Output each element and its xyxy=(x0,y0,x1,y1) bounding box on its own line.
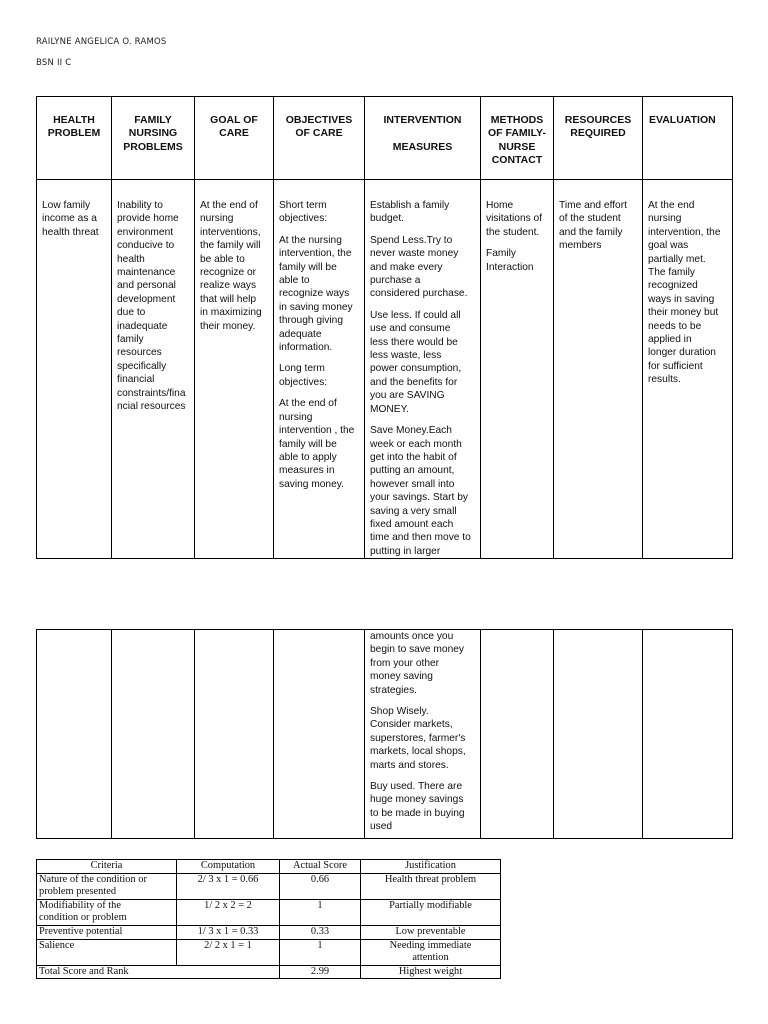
health-problem-text: Low family income as a health threat xyxy=(42,200,99,238)
table-row xyxy=(37,939,501,965)
justification-header: Justification xyxy=(361,860,501,874)
total-row xyxy=(37,965,501,979)
criteria-score: 1 xyxy=(280,939,361,965)
criteria-justification: Needing immediate attention xyxy=(361,939,501,965)
col-health-problem: HEALTH PROBLEM xyxy=(37,97,112,180)
care-plan-header-row xyxy=(37,97,733,180)
methods-family-interaction: Family Interaction xyxy=(486,248,534,273)
table-row xyxy=(37,925,501,939)
col-goal-of-care: GOAL OF CARE xyxy=(195,97,274,180)
criteria-table xyxy=(36,859,501,979)
intervention-continued: amounts once you begin to save money from your other money saving strategies. xyxy=(370,631,465,696)
intervention-save-money: Save Money.Each week or each month get into the habit of putting an amount, however small into your savings. Start by saving a very small fixed amount each time and then move to putting in larger xyxy=(370,425,471,557)
resources-text: Time and effort of the student and the family members xyxy=(559,200,627,252)
criteria-computation: 2/ 3 x 1 = 0.66 xyxy=(177,873,280,899)
methods-home-visitation: Home visitations of the student. xyxy=(486,200,543,238)
intervention-budget: Establish a family budget. xyxy=(370,200,450,225)
table-row xyxy=(37,899,501,925)
criteria-name: Salience xyxy=(37,939,177,965)
criteria-computation: 1/ 2 x 2 = 2 xyxy=(177,899,280,925)
class-section: BSN II C xyxy=(36,58,72,68)
intervention-shop-wisely: Shop Wisely. Consider markets, superstores, farmer's markets, local shops, marts and stores. xyxy=(370,706,466,771)
col-methods-of-contact: METHODS OF FAMILY- NURSE CONTACT xyxy=(481,97,554,180)
table-row xyxy=(37,873,501,899)
criteria-header: Criteria xyxy=(37,860,177,874)
evaluation-text: At the end nursing intervention, the goal was partially met. The family recognized ways in saving their money but needs to be applied in longer duration for sufficient results. xyxy=(648,200,721,386)
computation-header: Computation xyxy=(177,860,280,874)
objectives-long-text: At the end of nursing intervention , the family will be able to apply measures in saving money. xyxy=(279,398,355,490)
criteria-score: 1 xyxy=(280,899,361,925)
col-evaluation: EVALUATION xyxy=(643,97,733,180)
criteria-justification: Low preventable xyxy=(361,925,501,939)
criteria-name: Nature of the condition or problem presented xyxy=(37,873,177,899)
continuation-row xyxy=(37,630,733,839)
goal-text: At the end of nursing interventions, the family will be able to recognize or realize ways that will help in maximizing their money. xyxy=(200,200,262,332)
col-resources-required: RESOURCES REQUIRED xyxy=(554,97,643,180)
col-family-nursing-problems: FAMILY NURSING PROBLEMS xyxy=(112,97,195,180)
intervention-spend-less: Spend Less.Try to never waste money and make every purchase a considered purchase. xyxy=(370,234,468,300)
intervention-buy-used: Buy used. There are huge money savings to be made in buying used xyxy=(370,781,465,833)
criteria-computation: 1/ 3 x 1 = 0.33 xyxy=(177,925,280,939)
total-score: 2.99 xyxy=(280,965,361,979)
criteria-score: 0.66 xyxy=(280,873,361,899)
criteria-computation: 2/ 2 x 1 = 1 xyxy=(177,939,280,965)
care-plan-row xyxy=(37,180,733,559)
objectives-short-text: At the nursing intervention, the family will be able to recognize ways in saving money through giving adequate information. xyxy=(279,234,353,354)
family-problems-text: Inability to provide home environment conducive to health maintenance and personal development due to inadequate family resources specifically financial constraints/fina ncial resources xyxy=(117,200,186,413)
care-plan-continuation-table xyxy=(36,629,733,839)
total-label: Total Score and Rank xyxy=(37,965,280,979)
criteria-name: Modifiability of the condition or problem xyxy=(37,899,177,925)
actual-score-header: Actual Score xyxy=(280,860,361,874)
col-objectives-of-care: OBJECTIVES OF CARE xyxy=(274,97,365,180)
criteria-header-row xyxy=(37,860,501,874)
criteria-justification: Health threat problem xyxy=(361,873,501,899)
objectives-short-label: Short term objectives: xyxy=(279,200,328,225)
criteria-score: 0.33 xyxy=(280,925,361,939)
objectives-long-label: Long term objectives: xyxy=(279,363,328,388)
intervention-use-less: Use less. If could all use and consume less there would be less waste, less power consumption, and the benefits for you are SAVING MONEY. xyxy=(370,309,462,415)
student-name: RAILYNE ANGELICA O. RAMOS xyxy=(36,37,167,47)
total-justification: Highest weight xyxy=(361,965,501,979)
care-plan-table xyxy=(36,96,733,559)
col-intervention-measures: INTERVENTION MEASURES xyxy=(365,97,481,180)
criteria-justification: Partially modifiable xyxy=(361,899,501,925)
criteria-name: Preventive potential xyxy=(37,925,177,939)
